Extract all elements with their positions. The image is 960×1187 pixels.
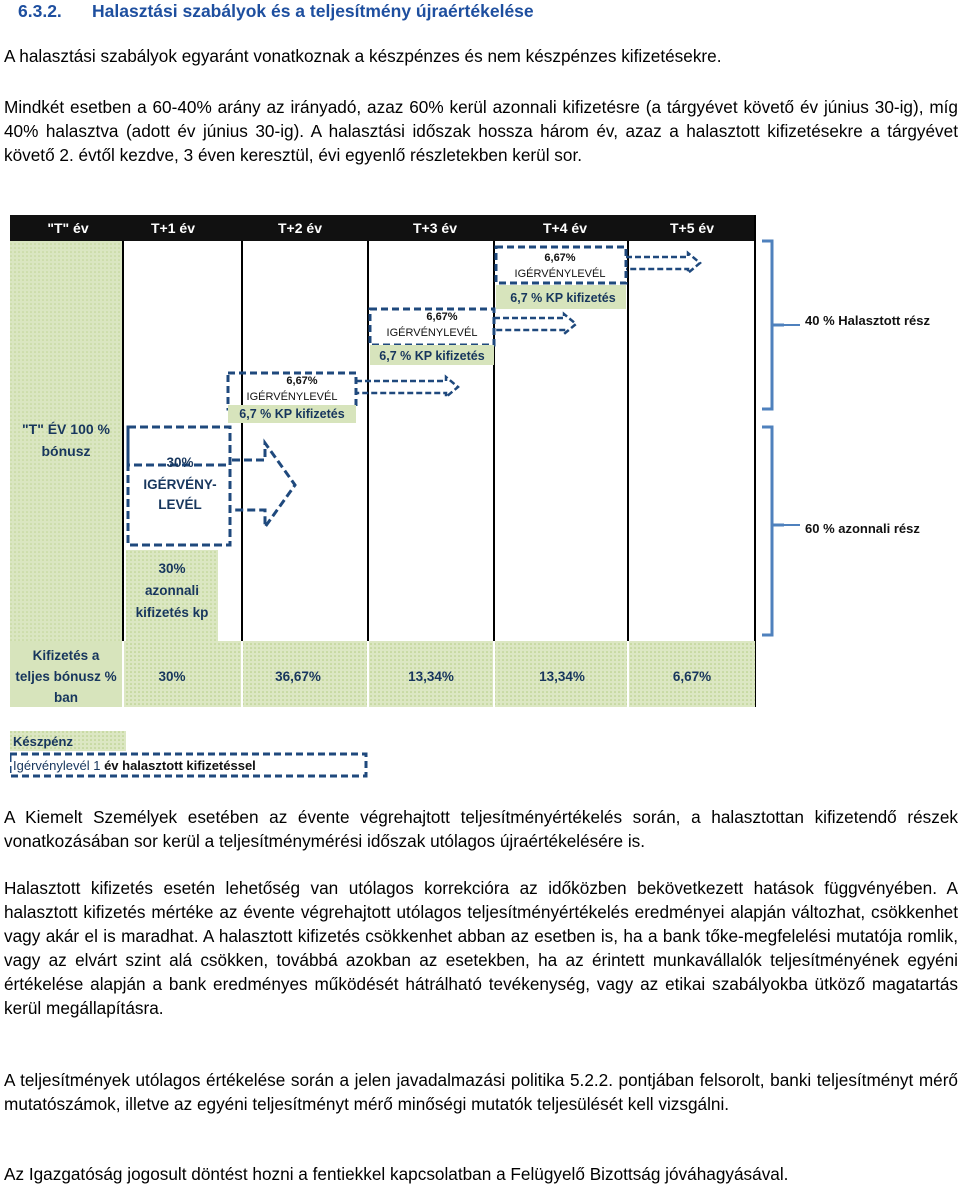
base-label-2: bónusz <box>41 443 91 459</box>
deferred-block-1 <box>228 373 458 423</box>
igerveny-30-line3: LEVÉL <box>158 497 202 512</box>
deferred-3-kp: 6,7 % KP kifizetés <box>510 291 616 305</box>
row-label-3: ban <box>53 690 79 705</box>
deferred-block-3 <box>496 247 700 309</box>
row-value-5: 6,67% <box>672 669 712 684</box>
paragraph-5: A teljesítmények utólagos értékelése során a jelen javadalmazási politika 5.2.2. pontjában felsorolt, banki teljesítményt mérő mutatószámok, illetve az egyéni teljesítményt mérő minőségi mutatók teljesülését kell vizsgálni. <box>4 1070 958 1114</box>
col-header-1: T+1 év <box>151 220 195 236</box>
row-value-3: 13,34% <box>408 669 454 684</box>
paragraph-4: Halasztott kifizetés esetén lehetőség van utólagos korrekcióra az időközben bekövetkezett hatások függvényében. A halasztott kifizetés mértéke az évente végrehajtott utólagos teljesítményértékelés eredményei alapján változhat, csökkenhet vagy akár el is maradhat. A halasztott kifizetés csökkenhet abban az esetben is, ha a bank tőke-megfelelési mutatója romlik, vagy az elvárt szint alá csökken, továbbá azokban az esetekben, ha az érintett munkavállalók teljesítményének egyéni értékelése alapján a bank eredményes működését hátrálható tevékenység, vagy az etikai szabályokba ütköző magatartás kerül megállapításra. <box>4 878 958 1018</box>
section-heading <box>18 0 534 23</box>
col-header-0: "T" év <box>47 220 89 236</box>
deferred-2-label: IGÉRVÉNYLEVÉL <box>386 327 478 339</box>
brace-label-deferred: 40 % Halasztott rész <box>805 313 930 328</box>
deferred-block-2 <box>370 309 576 365</box>
azonnali-30-line3: kifizetés kp <box>135 605 209 620</box>
deferral-diagram <box>10 215 960 785</box>
legend-cash: Készpénz <box>13 734 73 749</box>
col-header-2: T+2 év <box>278 220 322 236</box>
deferred-3-label: IGÉRVÉNYLEVÉL <box>514 268 606 280</box>
deferred-3-pct: 6,67% <box>544 252 576 264</box>
deferred-2-kp: 6,7 % KP kifizetés <box>379 349 485 363</box>
paragraph-1: A halasztási szabályok egyaránt vonatkoznak a készpénzes és nem készpénzes kifizetésekre. <box>4 46 722 66</box>
deferred-1-pct: 6,67% <box>286 375 318 387</box>
igerveny-30-pct: 30% <box>166 455 194 470</box>
paragraph-6: Az Igazgatóság jogosult döntést hozni a fentiekkel kapcsolatban a Felügyelő Bizottság jóváhagyásával. <box>4 1164 789 1184</box>
col-header-4: T+4 év <box>543 220 587 236</box>
row-label-2: teljes bónusz % <box>15 669 117 684</box>
deferred-1-kp: 6,7 % KP kifizetés <box>239 407 345 421</box>
header-row <box>10 215 755 241</box>
deferred-1-label: IGÉRVÉNYLEVÉL <box>246 391 338 403</box>
paragraph-3: A Kiemelt Személyek esetében az évente végrehajtott teljesítményértékelés során, a halasztottan kifizetendő részek vonatkozásában sor kerül a teljesítménymérési időszak utólagos újraértékelésére is. <box>4 807 958 851</box>
paragraph-2: Mindkét esetben a 60-40% arány az irányadó, azaz 60% kerül azonnali kifizetésre (a tárgyévet követő év június 30-ig), míg 40% halasztva (adott év június 30-ig). A halasztási időszak hossza három év, azaz a halasztott kifizetésekre a tárgyévet követő 2. évtől kezdve, 3 éven keresztül, évi egyenlő részletekben kerül sor. <box>4 97 958 165</box>
row-value-1: 30% <box>158 669 186 684</box>
section-title: Halasztási szabályok és a teljesítmény újraértékelése <box>92 1 534 21</box>
azonnali-30-pct: 30% <box>158 561 186 576</box>
azonnali-30-line2: azonnali <box>144 583 200 598</box>
row-value-2: 36,67% <box>275 669 321 684</box>
brace-deferred <box>762 241 784 635</box>
col-header-5: T+5 év <box>670 220 714 236</box>
row-label-1: Kifizetés a <box>32 648 100 663</box>
row-value-4: 13,34% <box>539 669 585 684</box>
col-header-3: T+3 év <box>413 220 457 236</box>
base-label-1: "T" ÉV 100 % <box>22 421 110 437</box>
deferred-2-pct: 6,67% <box>426 311 458 323</box>
legend-deferred: Igérvénylevél 1 év halasztott kifizetéssel <box>13 758 256 773</box>
section-number: 6.3.2. <box>18 1 62 21</box>
igerveny-30-line2: IGÉRVÉNY- <box>143 477 217 492</box>
brace-label-immediate: 60 % azonnali rész <box>805 521 920 536</box>
